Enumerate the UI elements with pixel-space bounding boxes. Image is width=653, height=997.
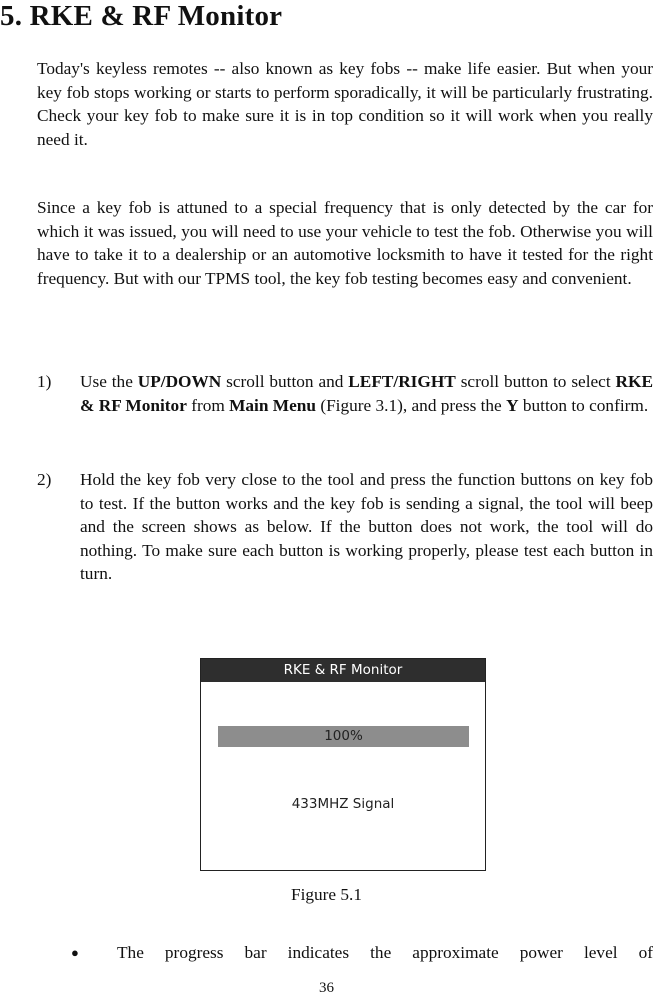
intro-paragraph: Today's keyless remotes -- also known as key fobs -- make life easier. But when your key fob stops working or starts to perform sporadically, it will be particularly frustrating. Check your key fob to make sure it is in top condition so it will work when you really need it. <box>37 59 653 149</box>
figure-caption: Figure 5.1 <box>290 885 363 904</box>
step-1 <box>37 370 653 417</box>
bullet-text: The progress bar indicates the approximate power level of <box>117 943 653 962</box>
progress-label: 100% <box>324 728 363 744</box>
section-title: 5. RKE & RF Monitor <box>0 0 283 32</box>
progress-bar <box>218 726 469 747</box>
step-text: Use the UP/DOWN scroll button and LEFT/RIGHT scroll button to select RKE & RF Monitor from Main Menu (Figure 3.1), and press the Y button to confirm. <box>80 372 653 415</box>
step-number: 2) <box>37 470 52 489</box>
step-text: Hold the key fob very close to the tool and press the function buttons on key fob to test. If the button works and the key fob is sending a signal, the tool will beep and the screen shows as below. If the button does not work, the tool will do nothing. To make sure each button is working properly, please test each button in turn. <box>80 470 653 584</box>
page-number: 36 <box>319 980 334 996</box>
signal-label: 433MHZ Signal <box>291 796 395 812</box>
bullet-item <box>71 941 653 965</box>
step-number: 1) <box>37 372 52 391</box>
step-2 <box>37 468 653 586</box>
screen-title: RKE & RF Monitor <box>201 659 485 682</box>
frequency-paragraph: Since a key fob is attuned to a special frequency that is only detected by the car for which it was issued, you will need to use your vehicle to test the fob. Otherwise you will have to take it to a dealership or an automotive locksmith to have it tested for the right frequency. But with our TPMS tool, the key fob testing becomes easy and convenient. <box>37 198 653 288</box>
bullet-icon: ● <box>71 945 79 960</box>
device-screen-figure <box>200 658 486 871</box>
